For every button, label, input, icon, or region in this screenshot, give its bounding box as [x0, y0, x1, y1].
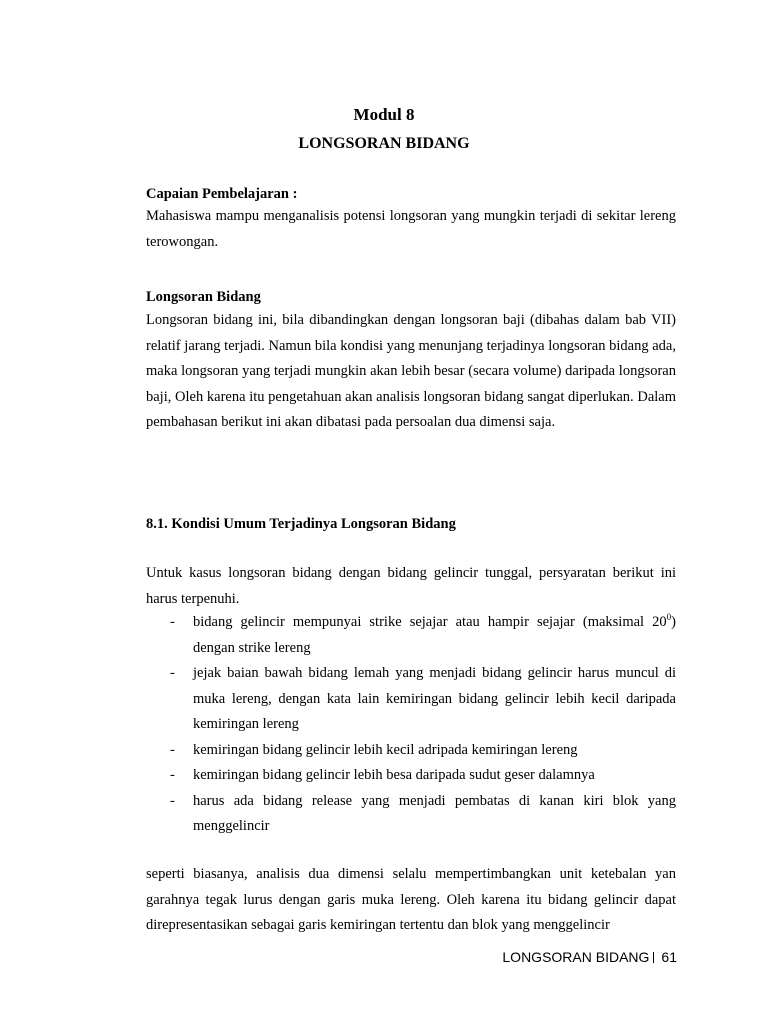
- list-item-text: kemiringan bidang gelincir lebih kecil adripada kemiringan lereng: [193, 741, 578, 758]
- capaian-heading: Capaian Pembelajaran :: [146, 186, 298, 202]
- bullet-dash: -: [170, 614, 175, 630]
- bullet-dash: -: [170, 767, 175, 783]
- list-item-text: ) dengan strike lereng: [193, 614, 676, 656]
- closing-paragraph: seperti biasanya, analisis dua dimensi selalu mempertimbangkan unit ketebalan yan garahnya tegak lurus dengan garis muka lereng. Oleh karena itu bidang gelincir dapat direpresentasikan sebagai garis kemiringan tertentu dan blok yang menggelincir: [146, 866, 676, 933]
- page-title: LONGSORAN BIDANG: [298, 135, 470, 152]
- longsoran-bidang-paragraph: Longsoran bidang ini, bila dibandingkan dengan longsoran baji (dibahas dalam bab VII) relatif jarang terjadi. Namun bila kondisi yang menunjang terjadinya longsoran bidang ada, maka longsoran yang terjadi mungkin akan lebih besar (secara volume) daripada longsoran baji, Oleh karena itu pengetahuan akan analisis longsoran bidang sangat diperlukan. Dalam pembahasan berikut ini akan dibatasi pada persoalan dua dimensi saja.: [146, 312, 676, 430]
- page-number: 61: [661, 949, 677, 965]
- longsoran-bidang-heading: Longsoran Bidang: [146, 289, 261, 305]
- bullet-dash: -: [170, 741, 175, 758]
- footer-label: LONGSORAN BIDANG: [502, 949, 650, 965]
- list-item-text: bidang gelincir mempunyai strike sejajar atau hampir sejajar (maksimal 20: [193, 614, 667, 630]
- capaian-paragraph: Mahasiswa mampu menganalisis potensi longsoran yang mungkin terjadi di sekitar lereng terowongan.: [146, 208, 676, 250]
- list-item: [146, 789, 676, 840]
- bullet-dash: -: [170, 792, 175, 809]
- list-item-text: harus ada bidang release yang menjadi pembatas di kanan kiri blok yang menggelincir: [193, 792, 676, 834]
- section-intro-paragraph: Untuk kasus longsoran bidang dengan bidang gelincir tunggal, persyaratan berikut ini harus terpenuhi.: [146, 565, 676, 607]
- section-heading: 8.1. Kondisi Umum Terjadinya Longsoran Bidang: [146, 516, 456, 532]
- requirements-list: [146, 610, 676, 840]
- list-item: [146, 610, 676, 661]
- list-item: [146, 661, 676, 738]
- list-item: [146, 763, 676, 789]
- page-footer: [502, 947, 677, 967]
- list-item-text: jejak baian bawah bidang lemah yang menjadi bidang gelincir harus muncul di muka lereng, dengan kata lain kemiringan bidang gelincir lebih kecil daripada kemiringan lereng: [193, 665, 676, 732]
- list-item: [146, 738, 676, 764]
- footer-separator: [653, 952, 654, 963]
- bullet-dash: -: [170, 665, 175, 681]
- list-item-text: kemiringan bidang gelincir lebih besa daripada sudut geser dalamnya: [193, 767, 595, 783]
- module-number: Modul 8: [353, 105, 415, 124]
- superscript: 0: [666, 612, 672, 623]
